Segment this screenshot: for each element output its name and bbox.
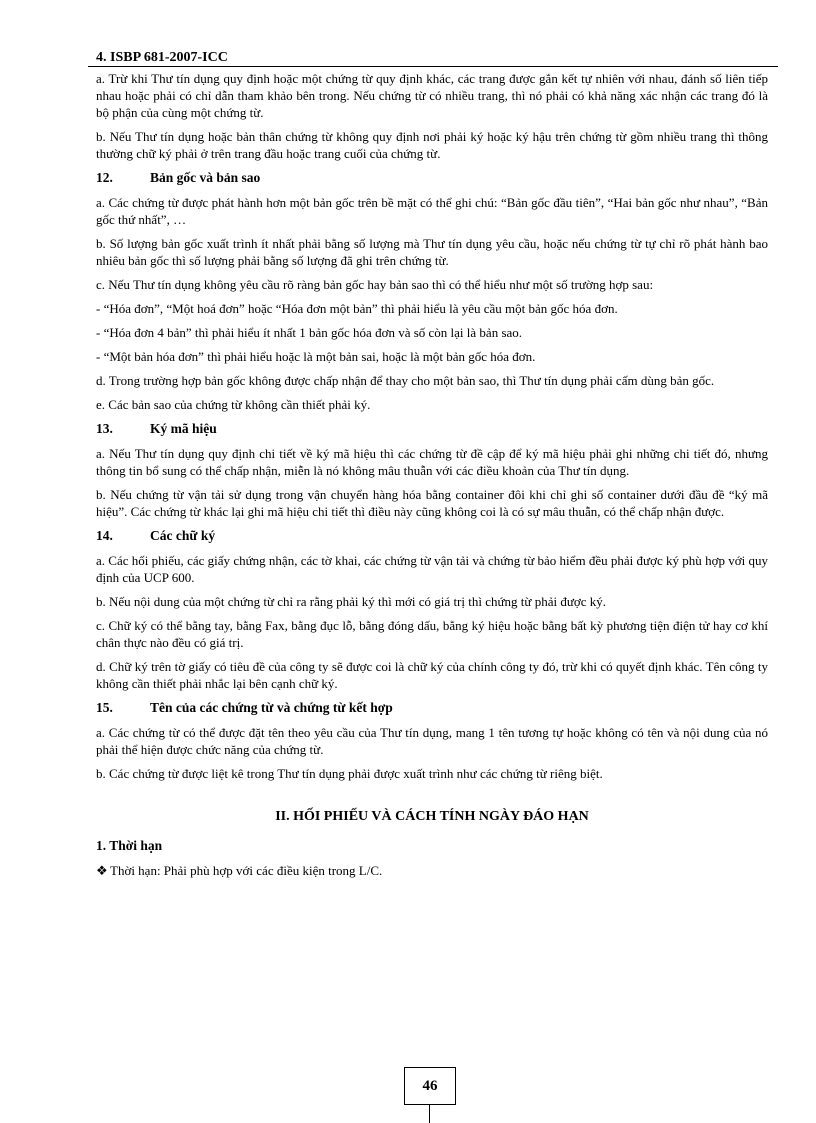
sec14-para-b: b. Nếu nội dung của một chứng từ chỉ ra rằng phải ký thì mới có giá trị thì chứng từ phải được ký.: [96, 594, 607, 609]
chapter-bullet: [96, 862, 768, 879]
page-number-box: [404, 1067, 456, 1105]
sec14-para-a: a. Các hối phiếu, các giấy chứng nhận, các tờ khai, các chứng từ vận tải và chứng từ bảo hiểm đều phải được ký phù hợp với quy định của UCP 600.: [96, 553, 768, 585]
chapter-title: II. HỐI PHIẾU VÀ CÁCH TÍNH NGÀY ĐÁO HẠN: [275, 809, 589, 824]
page-content: [96, 70, 768, 886]
sec12-para-c: c. Nếu Thư tín dụng không yêu cầu rõ ràng bản gốc hay bản sao thì có thể hiểu như một số trường hợp sau:: [96, 277, 654, 292]
sec15-para-b: b. Các chứng từ được liệt kê trong Thư tín dụng phải được xuất trình như các chứng từ riêng biệt.: [96, 766, 603, 781]
header-rule: [88, 66, 778, 67]
chapter-bullet-text: Thời hạn: Phải phù hợp với các điều kiện trong L/C.: [110, 863, 383, 878]
sec14-title: Các chữ ký: [150, 528, 216, 543]
sec12-para-a: a. Các chứng từ được phát hành hơn một bản gốc trên bề mặt có thể ghi chú: “Bản gốc đầu tiên”, “Hai bản gốc như nhau”, “Bản gốc thứ nhất”, …: [96, 195, 768, 227]
document-header-title: 4. ISBP 681-2007-ICC: [96, 50, 228, 65]
sec12-para-d: d. Trong trường hợp bản gốc không được chấp nhận để thay cho một bản sao, thì Thư tín dụng phải cấm dùng bản gốc.: [96, 373, 715, 388]
sec12-number: 12.: [96, 170, 113, 185]
sec13-para-a: a. Nếu Thư tín dụng quy định chi tiết về ký mã hiệu thì các chứng từ đề cập để ký mã hiệu phải ghi những chi tiết đó, nhưng thông tin bổ sung có thể chấp nhận, miễn là nó không mâu thuẫn với các điều khoản của Thư tín dụng.: [96, 446, 768, 478]
sec12-title: Bản gốc và bản sao: [150, 170, 261, 185]
sec13-para-b: b. Nếu chứng từ vận tải sử dụng trong vận chuyển hàng hóa bằng container đôi khi chỉ ghi số container dưới đầu đề “ký mã hiệu”. Các chứng từ khác lại ghi mã hiệu chi tiết thì điều này cũng không coi là có sự mâu thuẫn, có thể chấp nhận được.: [96, 487, 768, 519]
sec12-heading: [96, 169, 768, 186]
sec14-para-d: d. Chữ ký trên tờ giấy có tiêu đề của công ty sẽ được coi là chữ ký của chính công ty đó, trừ khi có quyết định khác. Tên công ty không cần thiết phải nhắc lại bên cạnh chữ ký.: [96, 659, 768, 691]
diamond-bullet-icon: ❖: [96, 863, 108, 878]
sec15-title: Tên của các chứng từ và chứng từ kết hợp: [150, 700, 393, 715]
sec15-para-a: a. Các chứng từ có thể được đặt tên theo yêu cầu của Thư tín dụng, mang 1 tên tương tự hoặc không có tên và nội dung của nó phải thể hiện được chức năng của chứng từ.: [96, 725, 768, 757]
page-number: 46: [422, 1078, 438, 1094]
sec15-number: 15.: [96, 700, 113, 715]
sec14-number: 14.: [96, 528, 113, 543]
chapter-subheading: 1. Thời hạn: [96, 838, 163, 853]
sec15-heading: [96, 699, 768, 716]
page-number-stem: [429, 1104, 430, 1123]
sec12-para-e: e. Các bản sao của chứng từ không cần thiết phải ký.: [96, 397, 371, 412]
sec12-item-c1: - “Hóa đơn”, “Một hoá đơn” hoặc “Hóa đơn một bản” thì phải hiểu là yêu cầu một bản gốc hóa đơn.: [96, 301, 618, 316]
sec12-item-c2: - “Hóa đơn 4 bản” thì phải hiểu ít nhất 1 bản gốc hóa đơn và số còn lại là bản sao.: [96, 325, 523, 340]
sec11-para-b: b. Nếu Thư tín dụng hoặc bản thân chứng từ không quy định nơi phải ký hoặc ký hậu trên chứng từ gồm nhiều trang thì thông thường chữ ký phải ở trên trang đầu hoặc trang cuối của chứng từ.: [96, 129, 768, 161]
sec14-heading: [96, 527, 768, 544]
sec14-para-c: c. Chữ ký có thể bằng tay, bằng Fax, bằng đục lỗ, bằng đóng dấu, bằng ký hiệu hoặc bằng bất kỳ phương tiện điện tử hay cơ khí chân thực nào đều có giá trị.: [96, 618, 768, 650]
sec13-heading: [96, 420, 768, 437]
sec11-para-a: a. Trừ khi Thư tín dụng quy định hoặc một chứng từ quy định khác, các trang được gắn kết tự nhiên với nhau, đánh số liên tiếp nhau hoặc phải có chỉ dẫn tham khảo bên trong. Nếu chứng từ có nhiều trang, thì nó phải có khả năng xác nhận các trang đó là bộ phận của cùng một chứng từ.: [96, 71, 768, 120]
sec13-title: Ký mã hiệu: [150, 421, 217, 436]
sec13-number: 13.: [96, 421, 113, 436]
sec12-item-c3: - “Một bản hóa đơn” thì phải hiểu hoặc là một bản sai, hoặc là một bản gốc hóa đơn.: [96, 349, 536, 364]
sec12-para-b: b. Số lượng bản gốc xuất trình ít nhất phải bằng số lượng mà Thư tín dụng yêu cầu, hoặc nếu chứng từ tự chỉ rõ phát hành bao nhiêu bản gốc thì số lượng phải bằng số lượng đã ghi trên chứng từ.: [96, 236, 768, 268]
